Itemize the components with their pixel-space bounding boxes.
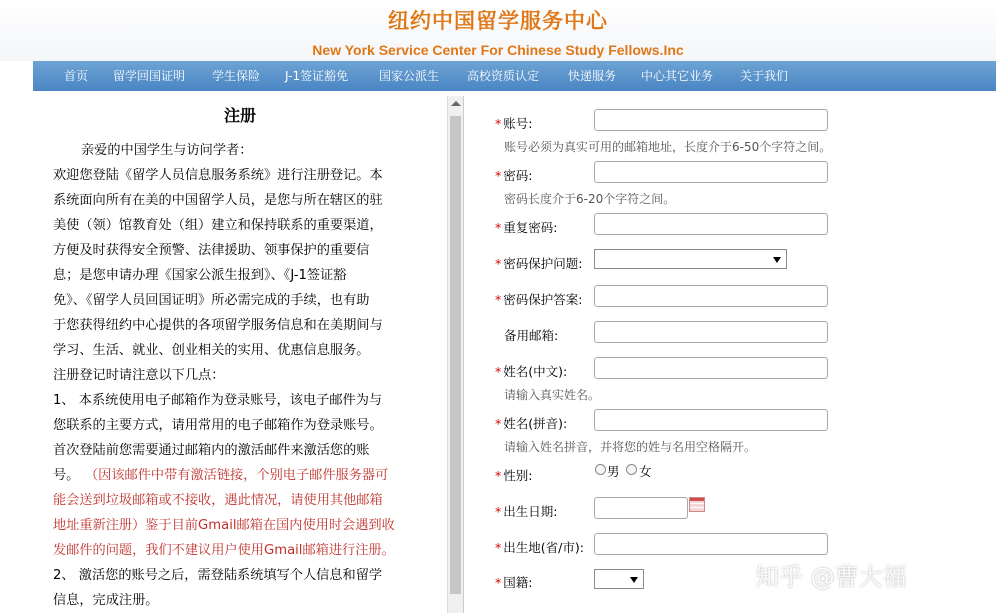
account-hint: 账号必须为真实可用的邮箱地址，长度介于6-50个字符之间。 (504, 140, 832, 154)
gender-male-label: 男 (607, 464, 620, 479)
notice-line: 信息，完成注册。 (53, 593, 159, 608)
notice-warning-line: 能会送到垃圾邮箱或不接收，遇此情况，请使用其他邮箱 (53, 493, 383, 508)
birth-place-label: * 出生地(省/市): (495, 540, 584, 555)
notice-line: 首次登陆前您需要通过邮箱内的激活邮件来激活您的账 (53, 443, 370, 458)
name-pinyin-input[interactable] (594, 409, 828, 431)
password-input[interactable] (594, 161, 828, 183)
notice-warning-line: （因该邮件中带有激活链接，个别电子邮件服务器可 (85, 468, 389, 483)
notice-line: 系统面向所有在美的中国留学人员，是您与所在辖区的驻 (53, 193, 383, 208)
notice-line: 您联系的主要方式，请用常用的电子邮箱作为登录账号。 (53, 418, 383, 433)
registration-notice-panel (33, 91, 447, 613)
site-header (0, 0, 996, 61)
birth-date-input[interactable] (594, 497, 688, 519)
name-cn-hint: 请输入真实姓名。 (504, 388, 601, 402)
password-label: * 密码: (495, 168, 533, 183)
confirm-password-input[interactable] (594, 213, 828, 235)
notice-line: 1、 本系统使用电子邮箱作为登录账号，该电子邮件为与 (53, 393, 383, 408)
notice-line: 学习、生活、就业、创业相关的实用、优惠信息服务。 (53, 343, 370, 358)
security-question-label: * 密码保护问题: (495, 256, 583, 271)
nationality-label: * 国籍: (495, 575, 533, 590)
name-pinyin-hint: 请输入姓名拼音，并将您的姓与名用空格隔开。 (504, 440, 757, 454)
gender-label: * 性别: (495, 468, 533, 483)
backup-email-label: 备用邮箱: (504, 328, 559, 343)
scroll-up-arrow-icon[interactable] (451, 101, 461, 106)
name-cn-label: * 姓名(中文): (495, 364, 568, 379)
registration-title: 注册 (223, 106, 256, 125)
account-label: * 账号: (495, 116, 533, 131)
main-nav (33, 61, 996, 91)
zhihu-watermark: 知乎 @曹大福 (755, 563, 907, 591)
backup-email-input[interactable] (594, 321, 828, 343)
nav-item-return-certificate[interactable]: 留学回国证明 (113, 69, 186, 83)
notice-line: 免》、《留学人员回国证明》所必需完成的手续，也有助 (53, 293, 370, 308)
notice-line: 注册登记时请注意以下几点： (53, 368, 225, 383)
notice-line: 息；是您申请办理《国家公派生报到》、《J-1签证豁 (53, 268, 347, 283)
nav-item-government-students[interactable]: 国家公派生 (379, 69, 440, 83)
site-title-cn: 纽约中国留学服务中心 (388, 8, 608, 33)
gender-male-radio[interactable] (595, 464, 606, 475)
site-title-en: New York Service Center For Chinese Study Fellows.Inc (312, 42, 684, 58)
name-pinyin-label: * 姓名(拼音): (495, 416, 568, 431)
name-cn-input[interactable] (594, 357, 828, 379)
nav-item-home[interactable]: 首页 (64, 69, 89, 83)
notice-line: 美使（领）馆教育处（组）建立和保持联系的重要渠道， (53, 218, 383, 233)
notice-line: 于您获得纽约中心提供的各项留学服务信息和在美期间与 (53, 318, 383, 333)
account-input[interactable] (594, 109, 828, 131)
nationality-select[interactable] (594, 569, 644, 589)
nav-item-other-services[interactable]: 中心其它业务 (641, 69, 714, 83)
security-question-select[interactable] (594, 249, 787, 269)
scrollbar-thumb[interactable] (450, 116, 461, 594)
security-answer-label: * 密码保护答案: (495, 292, 583, 307)
notice-warning-line: 地址重新注册）鉴于目前Gmail邮箱在国内使用时会遇到收 (53, 518, 395, 533)
notice-warning-line: 发邮件的问题，我们不建议用户使用Gmail邮箱进行注册。 (53, 543, 395, 558)
security-answer-input[interactable] (594, 285, 828, 307)
nav-item-about-us[interactable]: 关于我们 (740, 69, 789, 83)
birth-date-label: * 出生日期: (495, 504, 558, 519)
confirm-password-label: * 重复密码: (495, 220, 558, 235)
notice-line: 亲爱的中国学生与访问学者： (81, 143, 253, 158)
dropdown-arrow-icon (630, 577, 638, 583)
nav-item-express-service[interactable]: 快递服务 (568, 69, 617, 83)
password-hint: 密码长度介于6-20个字符之间。 (504, 192, 676, 206)
nav-item-college-accreditation[interactable]: 高校资质认定 (467, 69, 540, 83)
nav-item-j1-waiver[interactable]: J-1签证豁免 (285, 69, 349, 83)
notice-line: 号。 (53, 468, 80, 483)
calendar-icon[interactable] (689, 497, 705, 512)
nav-item-student-insurance[interactable]: 学生保险 (212, 69, 261, 83)
notice-line: 欢迎您登陆《留学人员信息服务系统》进行注册登记。本 (53, 168, 383, 183)
dropdown-arrow-icon (773, 257, 781, 263)
notice-scrollbar[interactable] (447, 96, 463, 613)
birth-place-input[interactable] (594, 533, 828, 555)
gender-female-radio[interactable] (626, 464, 637, 475)
registration-form (464, 91, 996, 613)
notice-line: 2、 激活您的账号之后，需登陆系统填写个人信息和留学 (53, 568, 383, 583)
notice-line: 方便及时获得安全预警、法律援助、领事保护的重要信 (53, 243, 370, 258)
gender-female-label: 女 (639, 464, 652, 479)
